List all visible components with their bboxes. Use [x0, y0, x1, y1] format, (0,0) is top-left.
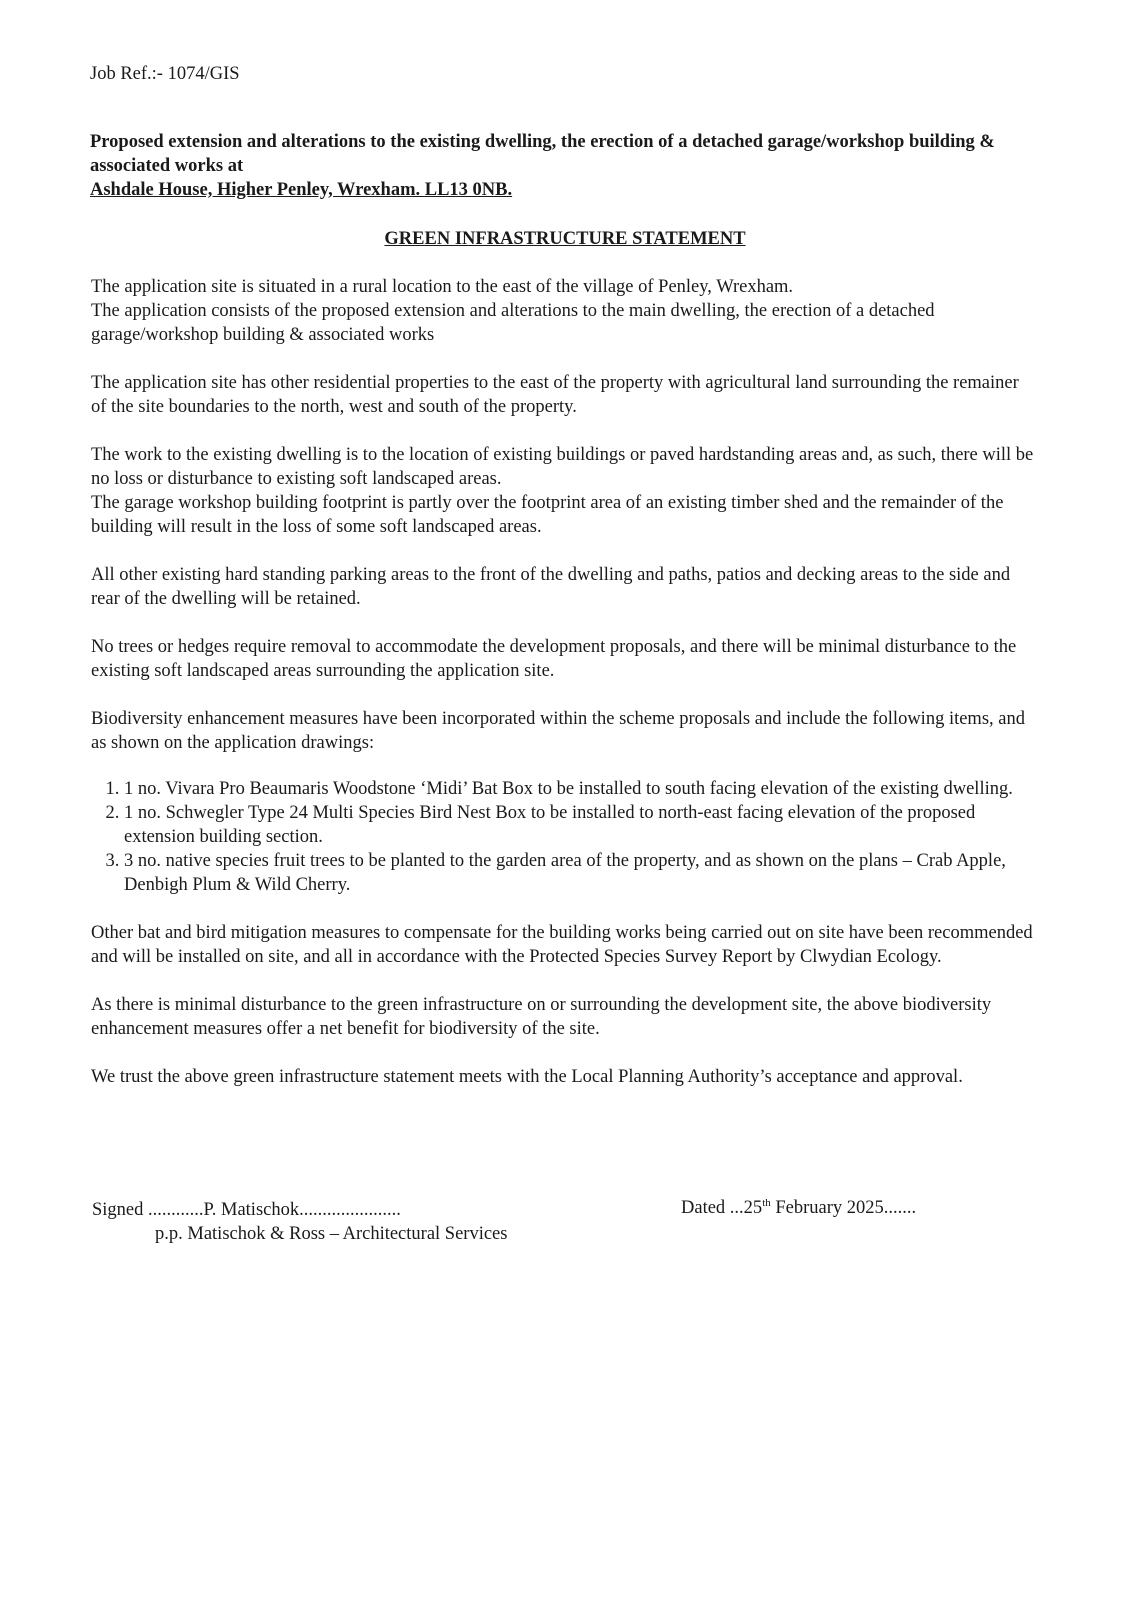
statement-body [91, 275, 1036, 1113]
paragraph-text: The application consists of the proposed extension and alterations to the main dwelling, the erection of a detached garage/workshop building & associated works [91, 301, 935, 345]
paragraph-works [91, 443, 1036, 539]
paragraph-text: The work to the existing dwelling is to the location of existing buildings or paved hardstanding areas and, as such, there will be no loss or disturbance to existing soft landscaped areas. [91, 445, 1034, 489]
signed-on-behalf: p.p. Matischok & Ross – Architectural Services [155, 1224, 508, 1244]
paragraph-site-location [91, 275, 1036, 347]
job-reference: Job Ref.:- 1074/GIS [90, 64, 240, 84]
dated-line [681, 1196, 916, 1220]
dated-ordinal: th [762, 1196, 771, 1209]
heading-address: Ashdale House, Higher Penley, Wrexham. LL13 0NB. [90, 180, 513, 200]
paragraph-text: The garage workshop building footprint is partly over the footprint area of an existing timber shed and the remainder of the building will result in the loss of some soft landscaped areas. [91, 493, 1004, 537]
list-item: 3. 3 no. native species fruit trees to be planted to the garden area of the property, and as shown on the plans – Crab Apple, Denbigh Plum & Wild Cherry. [124, 849, 1036, 897]
signed-line: Signed ............P. Matischok...................... [92, 1200, 401, 1220]
signature-block [92, 1198, 507, 1246]
paragraph-mitigation: Other bat and bird mitigation measures to compensate for the building works being carried out on site have been recommended and will be installed on site, and all in accordance with the Protected Species Survey Report by Clwydian Ecology. [91, 923, 1033, 967]
heading-description: Proposed extension and alterations to the existing dwelling, the erection of a detached garage/workshop building & associated works at [90, 132, 995, 176]
paragraph-trees-hedges: No trees or hedges require removal to accommodate the development proposals, and there will be minimal disturbance to the existing soft landscaped areas surrounding the application site. [91, 637, 1017, 681]
document-title: GREEN INFRASTRUCTURE STATEMENT [384, 229, 746, 249]
enhancement-list [91, 777, 1036, 897]
paragraph-net-benefit: As there is minimal disturbance to the green infrastructure on or surrounding the development site, the above biodiversity enhancement measures offer a net benefit for biodiversity of the site. [91, 995, 992, 1039]
paragraph-surroundings: The application site has other residential properties to the east of the property with agricultural land surrounding the remainer of the site boundaries to the north, west and south of the property. [91, 373, 1019, 417]
document-heading [90, 130, 1050, 202]
dated-prefix: Dated ...25 [681, 1198, 763, 1218]
list-item: 2. 1 no. Schwegler Type 24 Multi Species Bird Nest Box to be installed to north-east facing elevation of the proposed extension building section. [124, 801, 1036, 849]
paragraph-text: The application site is situated in a rural location to the east of the village of Penley, Wrexham. [91, 277, 794, 297]
dated-suffix: February 2025....... [770, 1198, 917, 1218]
paragraph-retained-areas: All other existing hard standing parking areas to the front of the dwelling and paths, patios and decking areas to the side and rear of the dwelling will be retained. [91, 565, 1011, 609]
paragraph-closing: We trust the above green infrastructure statement meets with the Local Planning Authority’s acceptance and approval. [91, 1067, 963, 1087]
list-item: 1. 1 no. Vivara Pro Beaumaris Woodstone ‘Midi’ Bat Box to be installed to south facing elevation of the existing dwelling. [124, 777, 1036, 801]
paragraph-biodiversity-intro: Biodiversity enhancement measures have been incorporated within the scheme proposals and include the following items, and as shown on the application drawings: [91, 709, 1025, 753]
